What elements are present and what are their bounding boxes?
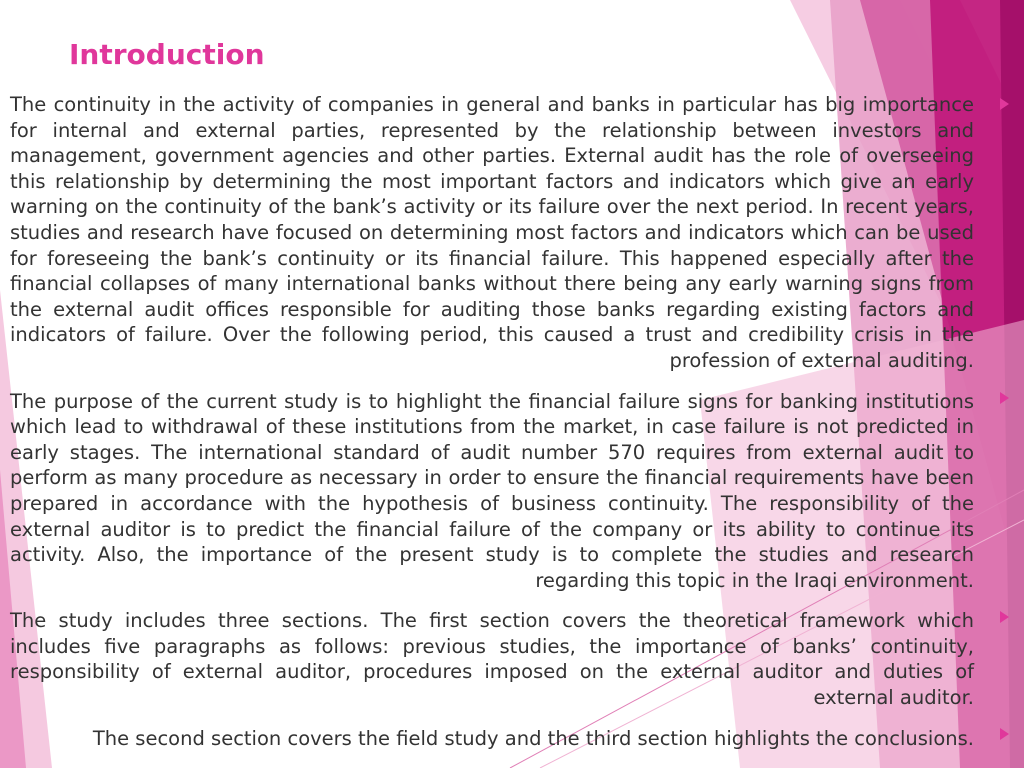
bullet-arrow-icon [1000,728,1009,740]
paragraph-second-section: The second section covers the field study and the third section highlights the conclusions. [92,726,974,750]
paragraph-continuity: The continuity in the activity of companies in general and banks in particular has big importance for internal and external parties, represented by the relationship between investors and management, government agencies and other parties. External audit has the role of overseeing this relationship by determining the most important factors and indicators which give an early warning on the continuity of the bank’s activity or its failure over the next period. In recent years, studies and research have focused on determining most factors and indicators which can be used for foreseeing the bank’s continuity or its financial failure. This happened especially after the financial collapses of many international banks without there being any early warning signs from the external audit offices responsible for auditing those banks regarding existing factors and indicators of failure. Over the following period, this caused a trust and credibility crisis in the profession of external auditing. [10,93,974,372]
paragraph-purpose: The purpose of the current study is to highlight the financial failure signs for banking institutions which lead to withdrawal of these institutions from the market, in case failure is not predicted in early stages. The international standard of audit number 570 requires from external audit to perform as many procedure as necessary in order to ensure the financial requirements have been prepared in accordance with the hypothesis of business continuity. The responsibility of the external auditor is to predict the financial failure of the company or its ability to continue its activity. Also, the importance of the present study is to complete the studies and research regarding this topic in the Iraqi environment. [10,389,974,592]
slide-title: Introduction [69,38,265,71]
slide-body [10,92,974,766]
bullet-arrow-icon [1000,611,1009,623]
bullet-arrow-icon [1000,98,1009,110]
paragraph-sections: The study includes three sections. The first section covers the theoretical framework which includes five paragraphs as follows: previous studies, the importance of banks’ continuity, responsibility of external auditor, procedures imposed on the external auditor and duties of external auditor. [10,609,974,710]
bullet-arrow-icon [1000,392,1009,404]
